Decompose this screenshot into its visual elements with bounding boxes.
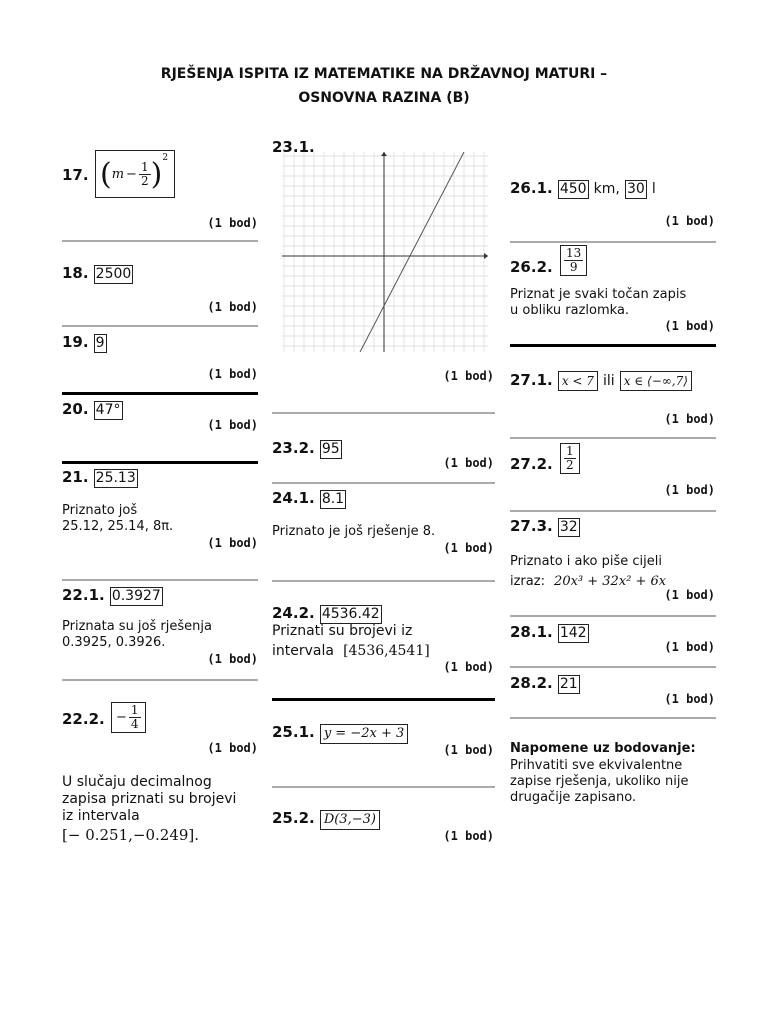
q22-2-note-line3: iz intervala <box>62 808 140 824</box>
notes-line1: Prihvatiti sve ekvivalentne <box>510 758 683 773</box>
q27-1-row <box>510 370 692 391</box>
divider-thick <box>62 392 258 395</box>
q17-answer-box <box>95 150 175 198</box>
q21-answer: 25.13 <box>95 470 136 486</box>
page-title-line1: RJEŠENJA ISPITA IZ MATEMATIKE NA DRŽAVNOJ MATURI – <box>160 66 608 82</box>
q25-2-row <box>272 808 380 830</box>
q22-1-number: 22.1. <box>62 586 105 604</box>
q28-1-answer: 142 <box>559 625 587 641</box>
q27-1-answer-inequality: x < 7 <box>558 371 598 391</box>
q21-number: 21. <box>62 468 89 486</box>
divider <box>272 482 495 484</box>
q22-2-frac-den: 4 <box>130 717 139 731</box>
q27-3-answer: 32 <box>559 519 578 535</box>
q26-2-frac-den: 9 <box>569 260 578 274</box>
q24-1-answer: 8.1 <box>321 491 345 507</box>
q28-1-row <box>510 622 589 643</box>
q28-1-points: (1 bod) <box>664 640 715 654</box>
q17-close-paren: ) <box>150 156 163 192</box>
q26-1-unit-l: l <box>651 181 656 197</box>
q21-note-line1: Priznato još <box>62 503 138 518</box>
q20-points: (1 bod) <box>207 418 258 432</box>
q21-row <box>62 467 138 488</box>
q25-1-row <box>272 722 408 744</box>
q19-row <box>62 332 107 353</box>
q25-2-answer: D(3,−3) <box>320 810 380 830</box>
q26-1-row <box>510 178 656 199</box>
q26-2-answer-box <box>560 245 587 276</box>
q27-2-frac-den: 2 <box>566 458 574 472</box>
q17-open-paren: ( <box>100 156 112 192</box>
q18-points: (1 bod) <box>207 300 258 314</box>
q27-2-fraction <box>564 445 576 472</box>
divider <box>62 325 258 327</box>
q24-2-interval: [4536,4541] <box>343 643 430 659</box>
q21-points: (1 bod) <box>207 536 258 550</box>
q18-row <box>62 263 133 284</box>
q27-2-number: 27.2. <box>510 455 553 473</box>
divider <box>272 786 495 788</box>
q27-3-points: (1 bod) <box>664 588 715 602</box>
q22-2-answer-box <box>111 702 146 733</box>
q22-2-number: 22.2. <box>62 710 105 728</box>
page-title-line2: OSNOVNA RAZINA (B) <box>298 90 470 106</box>
q27-3-note-line2: izraz: <box>510 574 545 589</box>
divider <box>62 240 258 242</box>
q26-1-number: 26.1. <box>510 179 553 197</box>
divider <box>62 579 258 581</box>
q22-2-points: (1 bod) <box>207 741 258 755</box>
q17-frac-num: 1 <box>140 159 149 174</box>
x-axis-arrow-icon <box>484 253 488 259</box>
q27-1-number: 27.1. <box>510 371 553 389</box>
q26-1-unit-km: km, <box>593 181 620 197</box>
q26-1-points: (1 bod) <box>664 214 715 228</box>
q26-1-answer-l: 30 <box>626 181 645 197</box>
q25-1-answer: y = −2x + 3 <box>320 724 408 744</box>
q18-number: 18. <box>62 264 89 282</box>
q26-2-note-line2: u obliku razlomka. <box>510 303 630 318</box>
graph-line <box>360 152 464 352</box>
q22-2-frac-num: 1 <box>130 703 139 717</box>
q24-2-note-line1: Priznati su brojevi iz <box>272 623 413 639</box>
q25-2-number: 25.2. <box>272 809 315 827</box>
q26-2-note-line1: Priznat je svaki točan zapis <box>510 287 687 302</box>
q22-1-note-line1: Priznata su još rješenja <box>62 619 212 634</box>
q17-minus: − <box>126 166 137 182</box>
q17-exponent: 2 <box>162 153 169 163</box>
q17-m: m <box>111 166 125 182</box>
q27-2-answer-box <box>560 443 580 474</box>
q22-1-answer: 0.3927 <box>111 588 161 604</box>
q23-1-points: (1 bod) <box>443 369 494 383</box>
q27-1-ili: ili <box>603 373 615 389</box>
divider <box>272 412 495 414</box>
q24-1-note: Priznato je još rješenje 8. <box>272 524 436 539</box>
q25-1-number: 25.1. <box>272 723 315 741</box>
q26-2-fraction <box>564 247 583 274</box>
divider <box>510 717 716 719</box>
q20-answer: 47° <box>95 402 121 418</box>
q18-answer: 2500 <box>95 266 132 282</box>
q19-answer: 9 <box>95 335 105 351</box>
q22-1-points: (1 bod) <box>207 652 258 666</box>
q21-note-line2: 25.12, 25.14, 8π. <box>62 519 174 534</box>
q25-1-points: (1 bod) <box>443 743 494 757</box>
divider-thick <box>510 344 716 347</box>
q23-2-row <box>272 438 342 459</box>
q22-2-note-line1: U slučaju decimalnog <box>62 774 212 790</box>
divider-thick <box>272 698 495 701</box>
q27-1-answer-interval: x ∈ ⟨−∞,7⟩ <box>620 371 692 391</box>
divider <box>510 615 716 617</box>
divider <box>510 437 716 439</box>
q24-2-answer: 4536.42 <box>321 606 380 622</box>
q22-2-note-line2: zapisa priznati su brojevi <box>62 791 237 807</box>
q23-1-graph <box>282 152 488 352</box>
q24-2-row <box>272 603 382 624</box>
divider <box>510 510 716 512</box>
notes-heading: Napomene uz bodovanje: <box>510 741 696 756</box>
q22-1-note-line2: 0.3925, 0.3926. <box>62 635 166 650</box>
q27-2-points: (1 bod) <box>664 483 715 497</box>
q19-number: 19. <box>62 333 89 351</box>
q27-3-expression: 20x³ + 32x² + 6x <box>554 574 667 589</box>
q27-3-row <box>510 516 580 537</box>
q26-2-points: (1 bod) <box>664 319 715 333</box>
q24-1-points: (1 bod) <box>443 541 494 555</box>
q20-number: 20. <box>62 400 89 418</box>
q28-2-row <box>510 673 580 694</box>
q23-1-number: 23.1. <box>272 138 315 156</box>
q25-2-points: (1 bod) <box>443 829 494 843</box>
y-axis-arrow-icon <box>381 152 387 156</box>
q27-2-frac-num: 1 <box>566 444 574 458</box>
notes-line3: drugačije zapisano. <box>510 790 637 805</box>
q28-2-points: (1 bod) <box>664 692 715 706</box>
q20-row <box>62 399 123 420</box>
q26-2-frac-num: 13 <box>566 246 582 260</box>
q17-points: (1 bod) <box>207 216 258 230</box>
q28-2-number: 28.2. <box>510 674 553 692</box>
q24-2-note-line2: intervala <box>272 643 334 659</box>
q27-3-number: 27.3. <box>510 517 553 535</box>
divider <box>510 241 716 243</box>
q22-1-row <box>62 585 163 606</box>
divider-thick <box>62 461 258 464</box>
q28-2-answer: 21 <box>559 676 578 692</box>
q17-frac-den: 2 <box>140 173 149 188</box>
q22-2-fraction <box>129 704 141 731</box>
q22-2-interval: [− 0.251,−0.249]. <box>62 826 200 844</box>
q17-fraction <box>139 161 151 188</box>
q23-2-answer: 95 <box>321 441 340 457</box>
notes-line2: zapise rješenja, ukoliko nije <box>510 774 689 789</box>
graph-grid <box>282 152 488 352</box>
q24-2-note-line2-row <box>272 640 430 659</box>
divider <box>62 679 258 681</box>
q19-points: (1 bod) <box>207 367 258 381</box>
q24-1-row <box>272 488 346 509</box>
q26-2-number: 26.2. <box>510 258 553 276</box>
q23-2-number: 23.2. <box>272 439 315 457</box>
q27-1-points: (1 bod) <box>664 412 715 426</box>
divider <box>510 666 716 668</box>
q28-1-number: 28.1. <box>510 623 553 641</box>
q24-1-number: 24.1. <box>272 489 315 507</box>
q17-number: 17. <box>62 166 89 184</box>
q24-2-number: 24.2. <box>272 604 315 622</box>
q26-1-answer-km: 450 <box>559 181 587 197</box>
q23-2-points: (1 bod) <box>443 456 494 470</box>
q27-3-note-line2-row <box>510 570 666 590</box>
q27-3-note-line1: Priznato i ako piše cijeli <box>510 554 663 569</box>
q24-2-points: (1 bod) <box>443 660 494 674</box>
divider <box>272 580 495 582</box>
q22-2-minus: − <box>116 710 127 725</box>
